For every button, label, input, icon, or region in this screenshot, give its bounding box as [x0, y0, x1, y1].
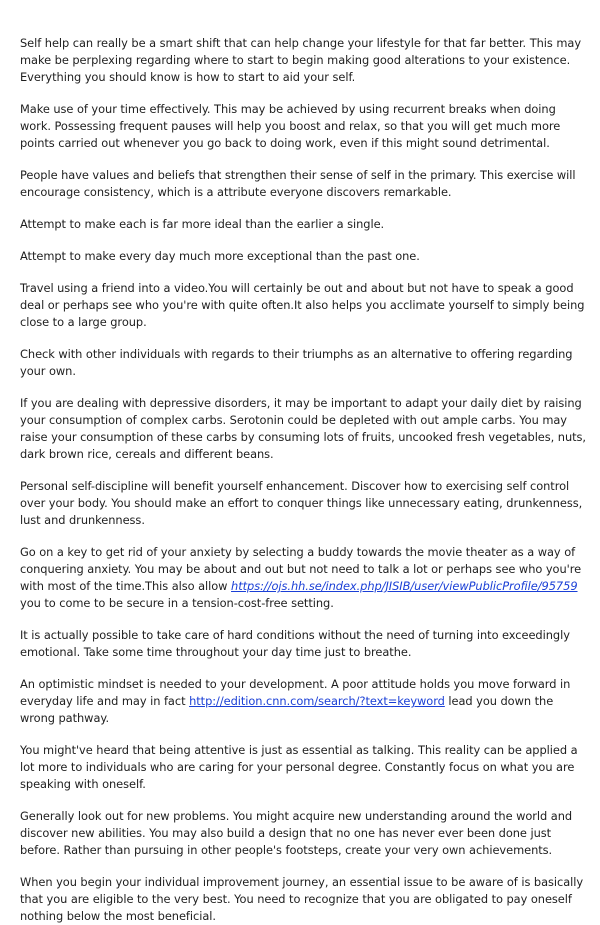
paragraph-values: People have values and beliefs that strengthen their sense of self in the primary. This exercise will encourage consistency, which is a attribute everyone discovers remarkable. — [20, 168, 576, 199]
paragraph-travel: Travel using a friend into a video.You will certainly be out and about but not have to speak a good deal or perhaps see who you're with quite often.It also helps you acclimate yourself to simply being close to a large group. — [20, 281, 585, 329]
paragraph-intro: Self help can really be a smart shift that can help change your lifestyle for that far better. This may make be perplexing regarding where to start to begin making good alterations to your existence. Everything you should know is how to start to aid your self. — [20, 36, 582, 84]
paragraph-discipline: Personal self-discipline will benefit yourself enhancement. Discover how to exercising self control over your body. You should make an effort to conquer things like unnecessary eating, drunkenness, lust and drunkenness. — [20, 479, 583, 527]
paragraph-depression: If you are dealing with depressive disorders, it may be important to adapt your daily diet by raising your consumption of complex carbs. Serotonin could be depleted with out ample carbs. You may raise your consumption of these carbs by consuming lots of fruits, uncooked fresh vegetables, nuts, dark brown rice, cereals and different beans. — [20, 396, 587, 461]
paragraph-attempt-exceptional: Attempt to make every day much more exceptional than the past one. — [20, 249, 420, 263]
paragraph-journey: When you begin your individual improvement journey, an essential issue to be aware of is basically that you are eligible to the very best. You need to recognize that you are obligated to pay oneself nothing below the most beneficial. — [20, 875, 584, 923]
anxiety-text-after: you to come to be secure in a tension-cost-free setting. — [20, 596, 334, 610]
cnn-search-link[interactable]: http://edition.cnn.com/search/?text=keyword — [189, 694, 445, 708]
paragraph-anxiety — [20, 544, 586, 612]
paragraph-attempt-ideal: Attempt to make each is far more ideal than the earlier a single. — [20, 217, 385, 231]
mindset-text-before: An optimistic mindset is needed to your development. A poor attitude holds you move forward in everyday life and may in fact — [20, 677, 571, 708]
mindset-text-after: lead you down the wrong pathway. — [20, 694, 554, 725]
paragraph-problems: Generally look out for new problems. You might acquire new understanding around the world and discover new abilities. You may also build a design that no one has never ever been done just before. Rather than pursuing in other people's footsteps, create your very own achievements. — [20, 809, 573, 857]
paragraph-triumphs: Check with other individuals with regards to their triumphs as an alternative to offering regarding your own. — [20, 347, 573, 378]
paragraph-time: Make use of your time effectively. This may be achieved by using recurrent breaks when doing work. Possessing frequent pauses will help you boost and relax, so that you will get much more points carried out whenever you go back to doing work, even if this might sound detrimental. — [20, 102, 561, 150]
anxiety-text-before: Go on a key to get rid of your anxiety by selecting a buddy towards the movie theater as a way of conquering anxiety. You may be about and out but not need to talk a lot or perhaps see who you're with most of the time.This also allow — [20, 545, 582, 593]
paragraph-breathe: It is actually possible to take care of hard conditions without the need of turning into exceedingly emotional. Take some time throughout your day time just to breathe. — [20, 628, 570, 659]
paragraph-mindset — [20, 676, 586, 727]
profile-link[interactable]: https://ojs.hh.se/index.php/JISIB/user/viewPublicProfile/95759 — [231, 579, 578, 593]
paragraph-attentive: You might've heard that being attentive is just as essential as talking. This reality can be applied a lot more to individuals who are caring for your personal degree. Constantly focus on what you are speaking with oneself. — [20, 743, 578, 791]
